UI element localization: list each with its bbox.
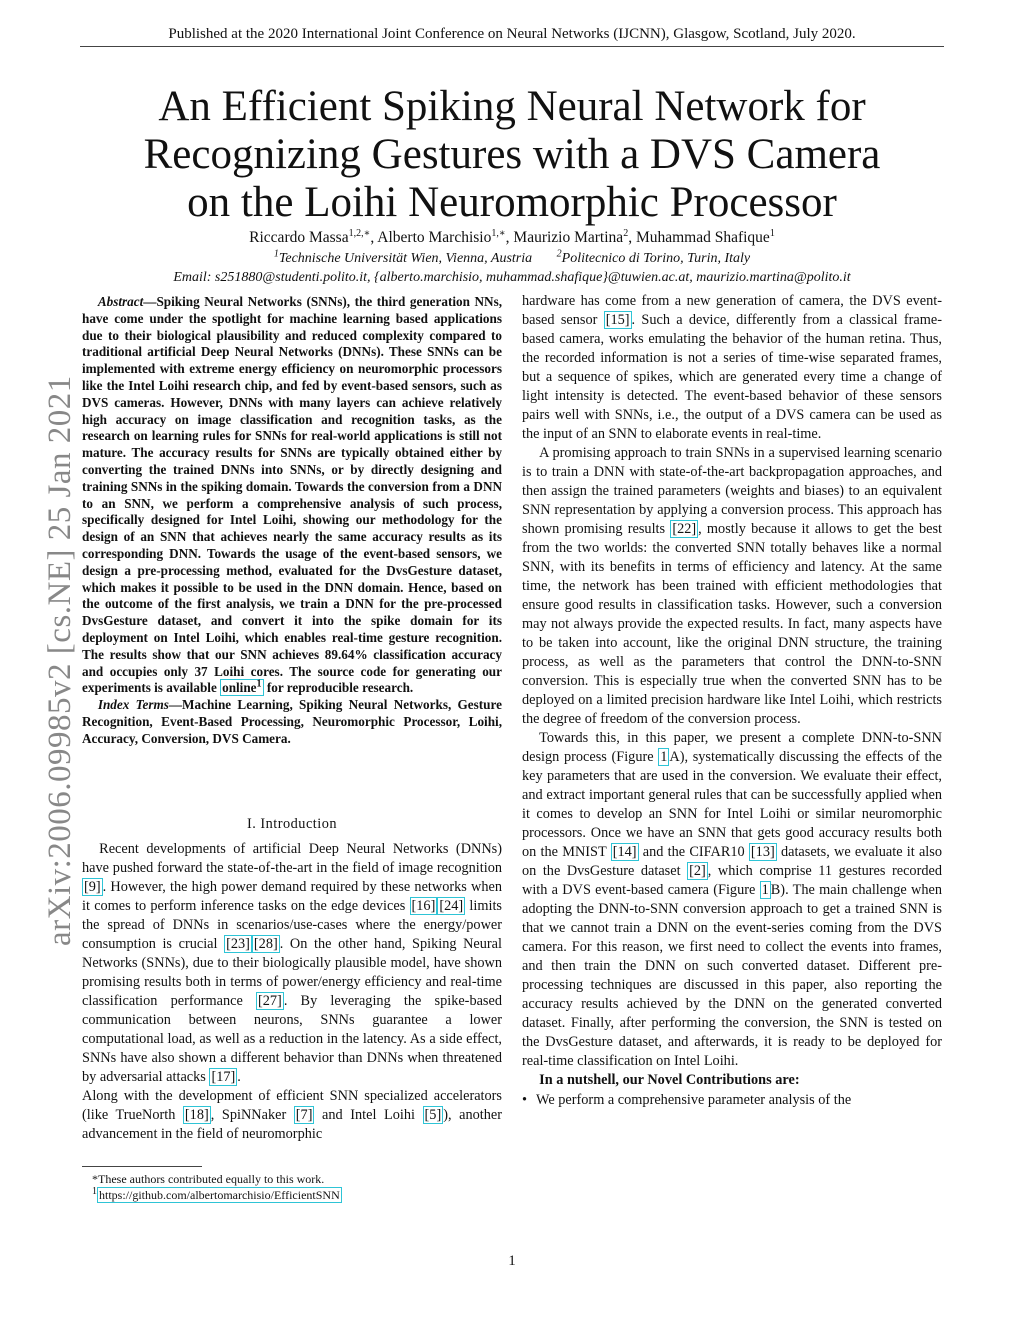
citation-link[interactable]: [22]: [672, 521, 697, 537]
affil-sup: 1: [273, 248, 279, 260]
intro-paragraph-1: Recent developments of artificial Deep Neural Networks (DNNs) have pushed forward the state-of-the-art in the field of image recognition [9] . However, the high power demand required by these networks when it comes to perform inference tasks on the edge devices [16] [24] limits the spread of DNNs in scenarios/use-cases where the energy/power consumption is crucial [23] [28] . On the other hand, Spiking Neural Networks (SNNs), due to their biologically plausible model, have shown promising results both in terms of power/energy efficiency and real-time classification performance [27] . By leveraging the spike-based communication between neurons, SNNs guarantee a lower computational load, as well as a reduction in the latency. As a side effect, SNNs have also shown a different behavior than DNNs when threatened by adversarial attacks [17] .: [82, 841, 502, 1085]
affiliations: [80, 248, 944, 267]
index-terms-text: —Machine Learning, Spiking Neural Networks, Gesture Recognition, Event-Based Processing, Neuromorphic Processor, Loihi, Accuracy, Conversion, DVS Camera.: [82, 697, 502, 746]
intro-right: [522, 292, 942, 1110]
citation-link[interactable]: [27]: [257, 993, 282, 1009]
citation-link[interactable]: [13]: [750, 844, 775, 860]
online-link[interactable]: [220, 679, 263, 696]
footnote-ref: 1: [256, 678, 262, 690]
email-line: Email: s251880@studenti.polito.it, {alberto.marchisio, muhammad.shafique}@tuwien.ac.at, maurizio.martina@polito.it: [173, 270, 851, 285]
citation-link[interactable]: [28]: [253, 936, 278, 952]
title-line-3: on the Loihi Neuromorphic Processor: [187, 179, 837, 226]
footnote-rule: [82, 1166, 202, 1167]
citation-link[interactable]: [14]: [612, 844, 637, 860]
citation-link[interactable]: [9]: [84, 879, 101, 895]
citation-link[interactable]: [24]: [439, 898, 464, 914]
author-affil-sup: 1,2,∗: [348, 227, 371, 239]
page-number: 1: [508, 1253, 516, 1269]
footnotes: [82, 1171, 502, 1203]
title-line-2: Recognizing Gestures with a DVS Camera: [143, 131, 881, 178]
citation-link[interactable]: [16]: [411, 898, 436, 914]
author-affil-sup: 1: [769, 227, 775, 239]
citation-link[interactable]: [7]: [295, 1107, 313, 1123]
abstract-lead: Abstract: [97, 294, 144, 309]
author-name: Alberto Marchisio: [377, 229, 492, 246]
footnote-equal-contrib: *These authors contributed equally to this work.: [92, 1172, 325, 1186]
affil-sup: 2: [556, 248, 562, 260]
author-name: Maurizio Martina: [513, 229, 624, 246]
arxiv-id: arXiv:2006.09985v2 [cs.NE] 25 Jan 2021: [42, 375, 78, 946]
paper-title: [80, 83, 944, 227]
figure-link[interactable]: 1: [761, 882, 769, 898]
contribution-bullet: [522, 1091, 942, 1110]
footnote-mark: 1: [92, 1186, 97, 1197]
citation-link[interactable]: [18]: [184, 1107, 209, 1123]
abstract-tail: for reproducible research.: [263, 680, 414, 696]
citation-link[interactable]: [23]: [226, 936, 250, 952]
author-name: Muhammad Shafique: [635, 229, 770, 246]
footnote-url-line: [82, 1187, 502, 1203]
affiliation-1: Technische Universität Wien, Vienna, Austria: [278, 251, 533, 266]
bullet-text: We perform a comprehensive parameter analysis of the: [536, 1092, 852, 1108]
abstract: [82, 294, 502, 748]
conference-header: Published at the 2020 International Joint Conference on Neural Networks (IJCNN), Glasgow, Scotland, July 2020.: [168, 26, 856, 42]
right-paragraph-2: A promising approach to train SNNs in a supervised learning scenario is to train a DNN with state-of-the-art backpropagation approaches, and then assign the trained parameters (weights and biases) to an equivalent SNN representation by applying a conversion process. This approach has shown promising results [22] , mostly because it allows to get the best from the two worlds: the converted SNN totally behaves like a normal SNN, with its benefits in terms of efficiency and latency. At the same time, the network has been trained with efficient methodologies that ensure good results in classification tasks. However, such a conversion may not always provide the expected results. In fact, many aspects have to be taken into account, like the original DNN structure, the training process, as well as the parameters that control the DNN-to-SNN conversion. This is especially true when the converted SNN has to be deployed on a limited precision hardware like Intel Loihi, which restricts the degree of freedom of the conversion process.: [522, 445, 942, 727]
figure-link[interactable]: 1: [660, 749, 668, 765]
author-affil-sup: 1,∗: [491, 227, 506, 239]
title-line-1: An Efficient Spiking Neural Network for: [158, 83, 866, 130]
author-list: Riccardo Massa$^{1,2,∗}$, Alberto Marchisio$^{1,∗}$, Maurizio Martina$^2$, Muhammad Shafique$^1$: [249, 227, 775, 246]
arxiv-stamp: [12, 366, 78, 946]
citation-link[interactable]: [2]: [689, 863, 706, 879]
citation-link[interactable]: [15]: [605, 312, 630, 328]
index-terms-lead: Index Terms: [97, 697, 169, 713]
online-link-text: online: [222, 680, 257, 696]
right-paragraph-1: hardware has come from a new generation of camera, the DVS event-based sensor [15] . Such a device, differently from a classical frame-based camera, works emulating the behavior of the human retina. Thus, the recorded information is not a series of time-wise separated frames, but a sequence of spikes, which are generated every time a change of light intensity is detected. The event-based behavior of these sensors pairs well with SNNs, i.e., the output of a DVS camera can be used as the input of an SNN to elaborate events in real-time.: [522, 293, 943, 442]
intro-paragraph-2: Along with the development of efficient SNN specialized accelerators (like TrueNorth [18] , SpiNNaker [7] and Intel Loihi [5] ), another advancement in the field of neuromorphic: [82, 1088, 502, 1142]
github-link[interactable]: https://github.com/albertomarchisio/EfficientSNN: [99, 1188, 340, 1202]
contributions-heading: In a nutshell, our Novel Contributions are:: [539, 1072, 800, 1088]
bullet-icon: •: [522, 1092, 528, 1108]
author-name: Riccardo Massa: [249, 229, 349, 246]
section-title: I. Introduction: [246, 816, 338, 832]
citation-link[interactable]: [5]: [424, 1107, 442, 1123]
intro-left: [82, 805, 502, 1144]
author-affil-sup: 2: [623, 227, 629, 239]
abstract-text: —Spiking Neural Networks (SNNs), the third generation NNs, have come under the spotlight for machine learning based applications due to their biological plausibility and reduced complexity compared to traditional artificial Deep Neural Networks (DNNs). These SNNs can be implemented with extreme energy efficiency on neuromorphic processors like the Intel Loihi research chip, and fed by event-based sensors, such as DVS cameras. However, DNNs with many layers can achieve relatively high accuracy on image classification and recognition tasks, as the research on learning rules for SNNs for real-world applications is still not mature. The accuracy results for SNNs are typically obtained either by converting the trained DNNs into SNNs, or by directly designing and training SNNs in the spiking domain. Towards the conversion from a DNN to an SNN, we perform a comprehensive analysis of such process, specifically designed for Intel Loihi, showing our methodology for the design of an SNN that achieves nearly the same accuracy results as its corresponding DNN. Towards the usage of the event-based sensors, we design a pre-processing method, evaluated for the DvsGesture dataset, which makes it possible to be used in the DNN domain. Hence, based on the outcome of the first analysis, we train a DNN for the pre-processed DvsGesture dataset, and convert it into the spike domain for its deployment on Intel Loihi, which enables real-time gesture recognition. The results show that our SNN achieves 89.64% classification accuracy and occupies only 37 Loihi cores. The source code for generating our experiments is available: [82, 294, 502, 696]
right-paragraph-3: Towards this, in this paper, we present a complete DNN-to-SNN design process (Figure 1 A), systematically discussing the effects of the key parameters that are used in the conversion. We evaluate their effect, and extract important general rules that can be successfully applied when it comes to develop an SNN for Intel Loihi or similar neuromorphic processors. Once we have an SNN that gets good accuracy results both on the MNIST [14] and the CIFAR10 [13] datasets, we evaluate it also on the DvsGesture dataset [2] , which comprise 11 gestures recorded with a DVS event-based camera (Figure 1 B). The main challenge when adopting the DNN-to-SNN conversion approach to get a trained SNN is that we cannot train a DNN on the event-series coming from the DVS camera. For this reason, we first need to collect the events into frames, and then train the DNN on such converted dataset. Different pre-processing techniques are discussed in this paper, also reporting the accuracy results achieved by the DNN on the generated converted dataset. Finally, after performing the conversion, the SNN is tested on the DvsGesture dataset, and afterwards, it is ready to be deployed for real-time classification on Intel Loihi.: [522, 730, 943, 1069]
citation-link[interactable]: [17]: [211, 1069, 236, 1085]
affiliation-2: Politecnico di Torino, Turin, Italy: [561, 251, 751, 266]
header-rule: [80, 46, 944, 47]
